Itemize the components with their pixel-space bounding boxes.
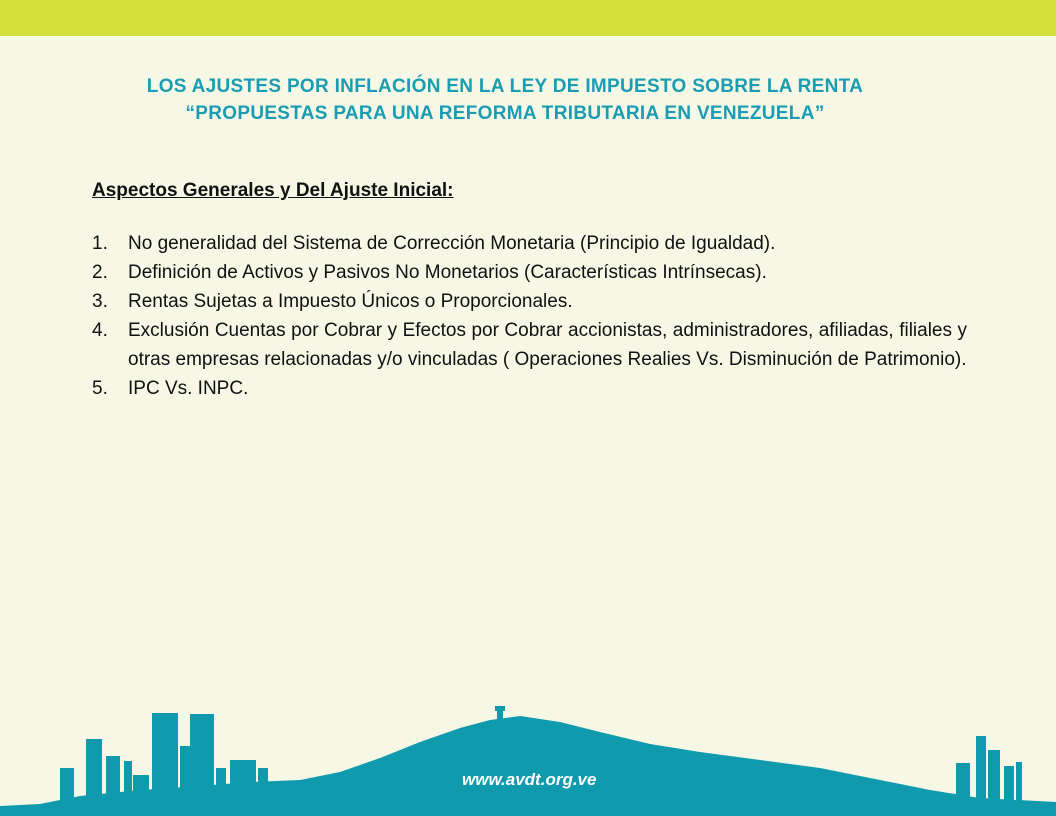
city-skyline-graphic [0, 706, 1056, 816]
list-item-text: Exclusión Cuentas por Cobrar y Efectos por Cobrar accionistas, administradores, afiliadas, filiales y otras empresas relacionadas y/o vinculadas ( Operaciones Realies Vs. Disminución de Patrimonio). [128, 320, 967, 370]
list-item [92, 374, 967, 403]
title-line-2: “PROPUESTAS PARA UNA REFORMA TRIBUTARIA EN VENEZUELA” [185, 103, 825, 124]
list-item [92, 258, 967, 287]
list-item-number: 1. [92, 233, 108, 254]
section-heading: Aspectos Generales y Del Ajuste Inicial: [92, 180, 454, 201]
list-item [92, 229, 967, 258]
list-item [92, 287, 967, 316]
list-item-text: Rentas Sujetas a Impuesto Únicos o Proporcionales. [128, 291, 573, 312]
footer-website-url[interactable]: www.avdt.org.ve [462, 770, 597, 789]
list-item-number: 4. [92, 320, 108, 341]
list-item-number: 3. [92, 291, 108, 312]
slide-content [92, 176, 967, 403]
list-item-text: Definición de Activos y Pasivos No Monetarios (Características Intrínsecas). [128, 262, 767, 283]
list-item-text: IPC Vs. INPC. [128, 378, 249, 399]
points-list [92, 229, 967, 403]
list-item-text: No generalidad del Sistema de Corrección Monetaria (Principio de Igualdad). [128, 233, 776, 254]
title-line-1: LOS AJUSTES POR INFLACIÓN EN LA LEY DE IMPUESTO SOBRE LA RENTA [146, 76, 864, 97]
list-item-number: 5. [92, 378, 108, 399]
list-item-number: 2. [92, 262, 108, 283]
list-item [92, 316, 967, 374]
top-accent-bar [0, 0, 1056, 36]
slide-title [0, 73, 1010, 127]
